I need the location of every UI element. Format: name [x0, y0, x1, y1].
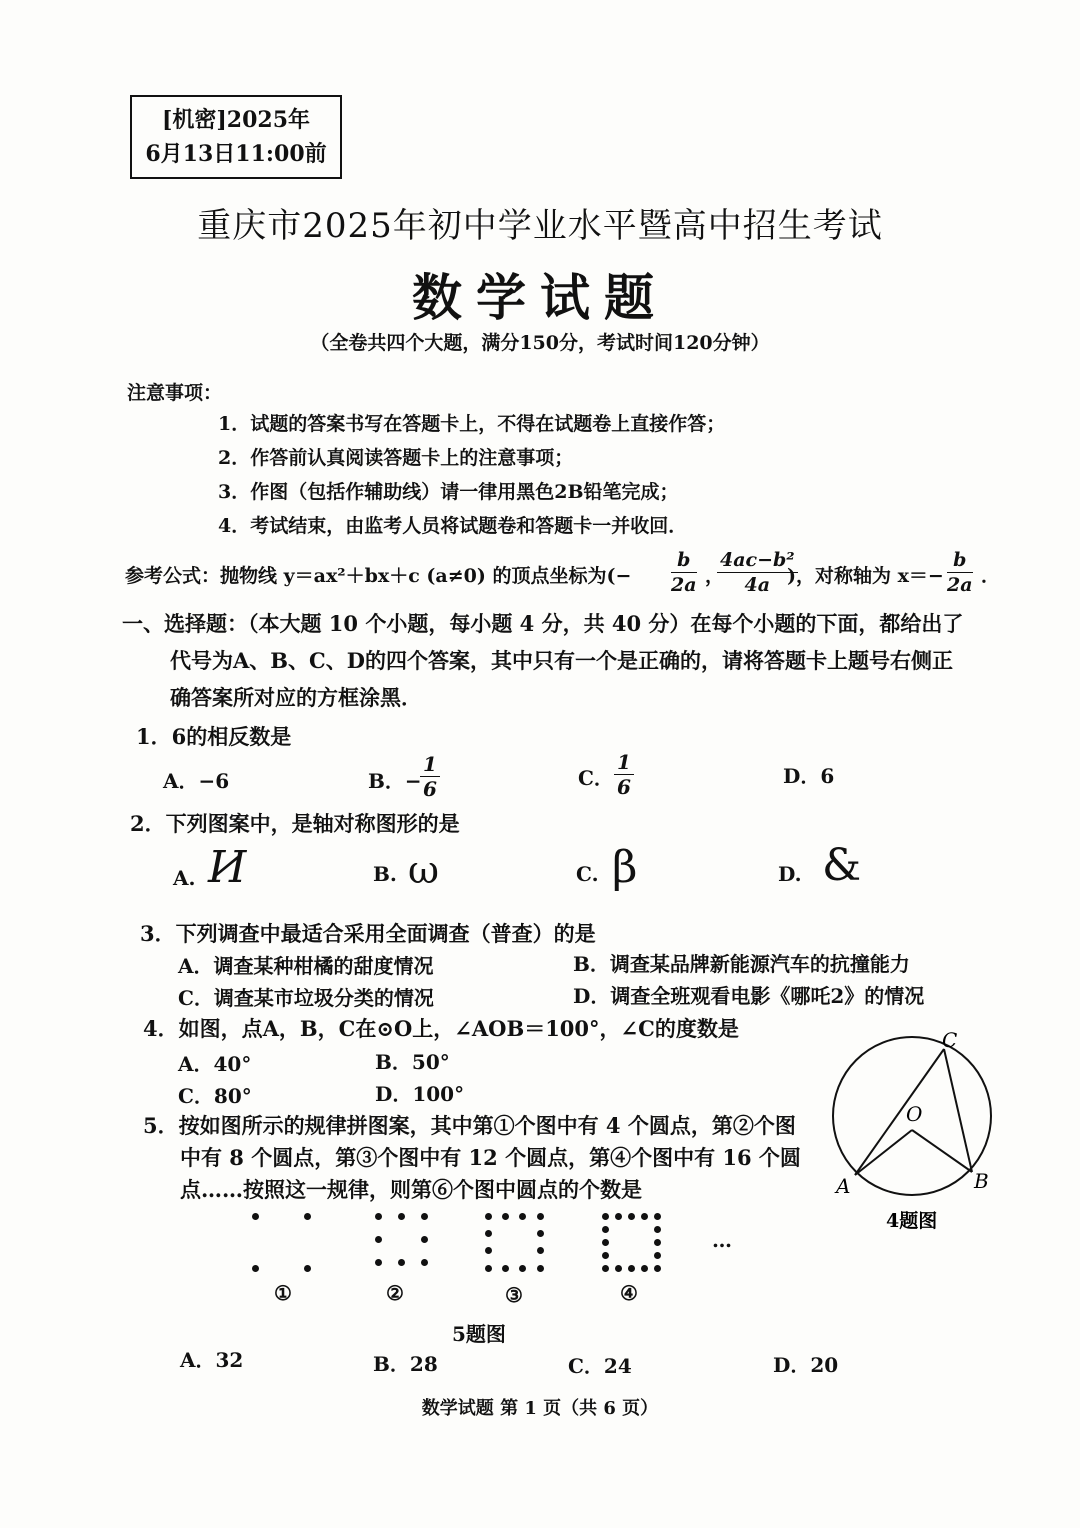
- confidential-box: [130, 95, 342, 179]
- q5-fig2-dot: [375, 1259, 382, 1266]
- label-a: A: [836, 1174, 851, 1198]
- q5-fig1-dot: [252, 1213, 259, 1220]
- label-o: O: [906, 1102, 923, 1126]
- q1-option-b-label: B．−: [368, 769, 422, 793]
- q2-option-b-glyph: ω: [408, 848, 439, 892]
- q2-option-a-label: A.: [173, 866, 196, 890]
- q5-fig-label-4: ④: [620, 1281, 638, 1305]
- q5-fig4-dot: [602, 1239, 609, 1246]
- q4-option-a: A．40°: [178, 1052, 252, 1076]
- q5-fig2-dot: [421, 1236, 428, 1243]
- q5-fig4-dot: [641, 1265, 648, 1272]
- q5-fig3-dot: [537, 1230, 544, 1237]
- q5-fig2-dot: [375, 1236, 382, 1243]
- q5-fig2-dot: [398, 1259, 405, 1266]
- q5-fig3-dot: [519, 1213, 526, 1220]
- q2-option-c-glyph: β: [612, 842, 638, 893]
- formula-lead: 参考公式：抛物线 y＝ax²＋bx＋c (a≠0) 的顶点坐标为(−: [125, 565, 632, 587]
- notice-item-4: 4．考试结束，由监考人员将试题卷和答题卡一并收回．: [218, 515, 688, 537]
- q5-fig4-dot: [615, 1265, 622, 1272]
- q5-fig-label-3: ③: [505, 1283, 523, 1307]
- q5-option-a: A．32: [180, 1348, 244, 1372]
- q5-fig-label-2: ②: [386, 1281, 404, 1305]
- q2-stem: 2．下列图案中，是轴对称图形的是: [130, 811, 460, 836]
- q1-stem: 1．6的相反数是: [136, 724, 292, 749]
- label-b: B: [974, 1169, 989, 1193]
- notice-heading: 注意事项：: [127, 382, 223, 404]
- q5-fig3-dot: [502, 1213, 509, 1220]
- q5-fig4-dot: [654, 1265, 661, 1272]
- q5-fig2-dot: [398, 1213, 405, 1220]
- q5-fig3-dot: [537, 1213, 544, 1220]
- q5-line3: 点……按照这一规律，则第⑥个图中圆点的个数是: [180, 1177, 642, 1202]
- confidential-line1: [机密]2025年: [161, 107, 311, 133]
- exam-title: 重庆市2025年初中学业水平暨高中招生考试: [197, 206, 883, 246]
- q5-fig4-dot: [654, 1239, 661, 1246]
- q5-fig4-dot: [654, 1213, 661, 1220]
- q3-option-c: C．调查某市垃圾分类的情况: [178, 986, 434, 1010]
- confidential-line2: 6月13日11:00前: [145, 141, 327, 167]
- page-footer: 数学试题 第 1 页（共 6 页）: [421, 1398, 659, 1419]
- q1-option-c-fraction: $\frac{1}{6}$: [614, 750, 634, 799]
- q4-stem: 4．如图，点A，B，C在⊙O上，∠AOB＝100°，∠C的度数是: [143, 1016, 739, 1041]
- q5-fig3-dot: [519, 1265, 526, 1272]
- q5-fig3-dot: [485, 1247, 492, 1254]
- q5-fig4-dot: [602, 1265, 609, 1272]
- q5-fig4-dot: [654, 1226, 661, 1233]
- q5-fig3-dot: [502, 1265, 509, 1272]
- q5-line1: 5．按如图所示的规律拼图案，其中第①个图中有 4 个圆点，第②个图: [143, 1113, 796, 1138]
- formula-fraction-3: $\frac{b}{2a}$: [947, 549, 973, 596]
- label-c: C: [942, 1028, 958, 1052]
- q3-option-b: B．调查某品牌新能源汽车的抗撞能力: [573, 952, 910, 976]
- q1-option-b-fraction: $\frac{1}{6}$: [420, 752, 440, 801]
- formula-end: ．: [981, 565, 1001, 587]
- q5-option-d: D．20: [773, 1353, 839, 1377]
- q5-fig4-dot: [602, 1213, 609, 1220]
- q5-ellipsis: …: [712, 1228, 732, 1252]
- q5-fig4-dot: [654, 1252, 661, 1259]
- q2-option-a-glyph: И: [208, 842, 247, 893]
- q5-fig-label-1: ①: [274, 1281, 292, 1305]
- q5-fig2-dot: [421, 1213, 428, 1220]
- radius-oa: [855, 1130, 912, 1175]
- q5-fig3-dot: [537, 1265, 544, 1272]
- q3-option-d: D．调查全班观看电影《哪吒2》的情况: [573, 984, 925, 1008]
- section1-line1: 一、选择题：（本大题 10 个小题，每小题 4 分，共 40 分）在每个小题的下面，都给出了: [122, 611, 964, 636]
- q4-option-b: B．50°: [375, 1050, 450, 1074]
- formula-fraction-2: $\frac{\text{4ac−b²}}{4a}$: [717, 548, 798, 597]
- notice-item-2: 2．作答前认真阅读答题卡上的注意事项；: [218, 447, 574, 469]
- q4-figure: [820, 1025, 1020, 1265]
- notice-item-1: 1．试题的答案书写在答题卡上，不得在试题卷上直接作答；: [218, 413, 726, 435]
- chord-bc: [944, 1049, 972, 1172]
- q4-option-d: D．100°: [375, 1082, 465, 1106]
- formula-comma: ，: [705, 565, 725, 587]
- q5-fig1-dot: [252, 1265, 259, 1272]
- q2-option-c-label: C.: [576, 862, 599, 886]
- q2-option-b-label: B.: [373, 862, 397, 886]
- section1-line2: 代号为A、B、C、D的四个答案，其中只有一个是正确的，请将答题卡上题号右侧正: [170, 648, 953, 673]
- q5-fig4-dot: [615, 1213, 622, 1220]
- q5-fig3-dot: [485, 1230, 492, 1237]
- q5-option-b: B．28: [373, 1352, 438, 1376]
- q5-fig4-dot: [628, 1265, 635, 1272]
- q5-fig3-dot: [537, 1247, 544, 1254]
- q3-option-a: A．调查某种柑橘的甜度情况: [178, 954, 434, 978]
- q4-option-c: C．80°: [178, 1084, 252, 1108]
- q1-option-c-label: C．: [578, 766, 614, 790]
- q5-caption: 5题图: [452, 1322, 506, 1346]
- subject-title: 数学试题: [412, 268, 668, 327]
- q5-fig1-dot: [304, 1213, 311, 1220]
- q5-fig3-dot: [485, 1265, 492, 1272]
- q5-fig4-dot: [602, 1252, 609, 1259]
- q3-stem: 3．下列调查中最适合采用全面调查（普查）的是: [140, 921, 596, 946]
- q5-fig3-dot: [485, 1213, 492, 1220]
- q5-fig1-dot: [304, 1265, 311, 1272]
- q5-fig4-dot: [628, 1213, 635, 1220]
- q5-option-c: C．24: [568, 1354, 632, 1378]
- notice-item-3: 3．作图（包括作辅助线）请一律用黑色2B铅笔完成；: [218, 481, 679, 503]
- q5-fig4-dot: [602, 1226, 609, 1233]
- chord-ac: [855, 1049, 944, 1175]
- q5-fig2-dot: [375, 1213, 382, 1220]
- formula-fraction-1: $\frac{b}{2a}$: [671, 549, 697, 596]
- formula-mid: )，对称轴为 x＝−: [787, 565, 944, 587]
- q1-option-a: A．−6: [163, 769, 230, 793]
- q2-option-d-glyph: &: [822, 840, 862, 891]
- section1-line3: 确答案所对应的方框涂黑．: [170, 685, 422, 710]
- q1-option-d: D．6: [783, 764, 835, 788]
- q4-caption: 4题图: [886, 1210, 938, 1232]
- q2-option-d-label: D.: [778, 862, 802, 886]
- q5-fig4-dot: [641, 1213, 648, 1220]
- q5-fig2-dot: [421, 1259, 428, 1266]
- q5-line2: 中有 8 个圆点，第③个图中有 12 个圆点，第④个图中有 16 个圆: [180, 1145, 801, 1170]
- exam-subtitle: （全卷共四个大题，满分150分，考试时间120分钟）: [310, 332, 770, 354]
